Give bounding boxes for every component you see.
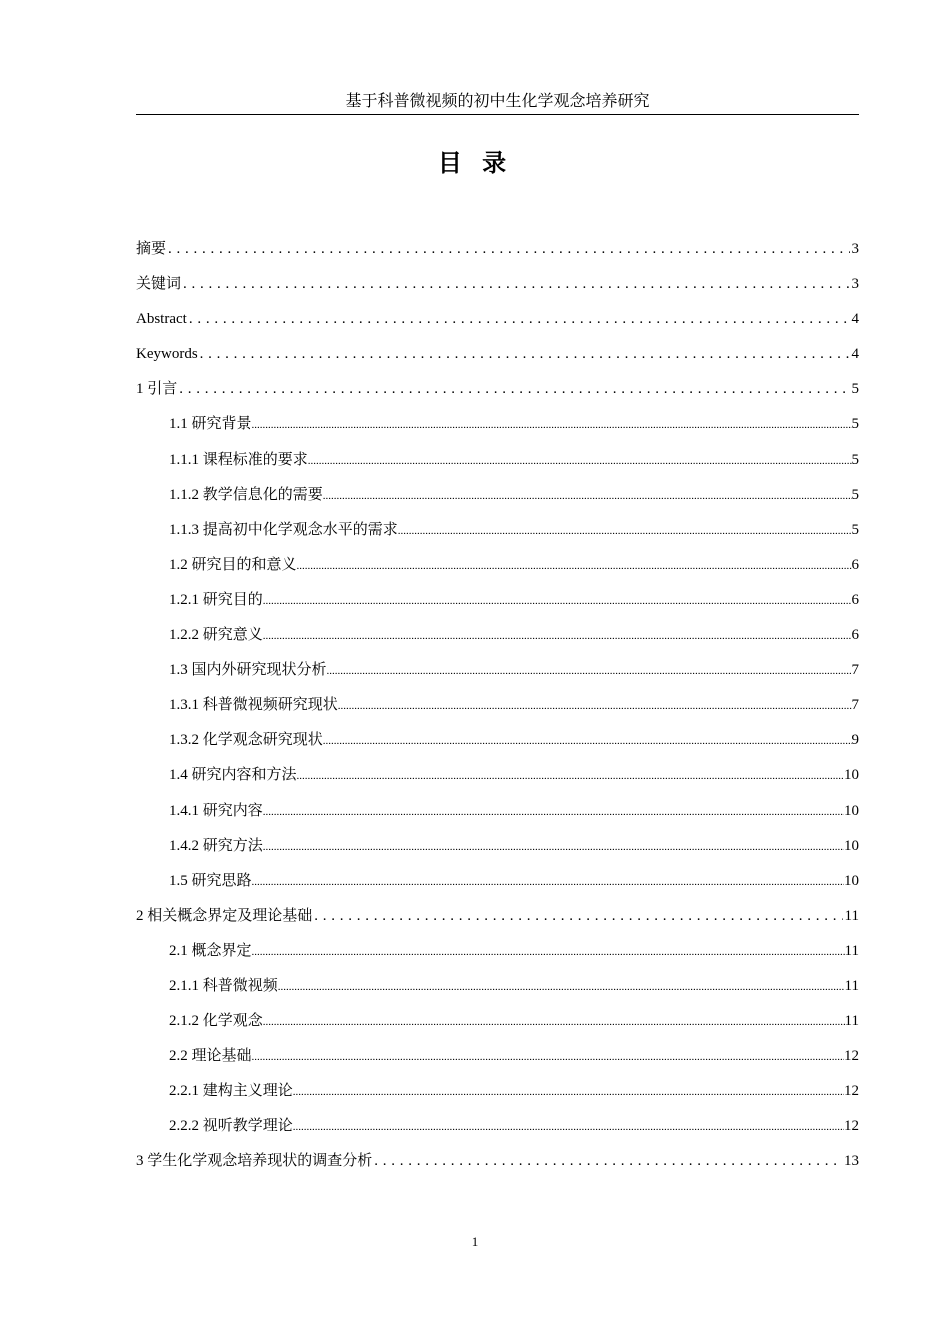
toc-entry-page: 10 — [844, 872, 859, 889]
toc-entry-title: 2.1.2 化学观念 — [169, 1013, 263, 1030]
toc-entry-page: 11 — [844, 977, 859, 994]
toc-entry-page: 5 — [851, 416, 859, 433]
toc-entry-title: 1.3.1 科普微视频研究现状 — [169, 697, 338, 714]
dot-leader — [398, 518, 852, 543]
dot-leader — [293, 1114, 844, 1139]
toc-entry-page: 5 — [851, 451, 859, 468]
toc-entry-page: 6 — [851, 627, 859, 644]
toc-entry-page: 3 — [851, 276, 859, 293]
toc-entry-page: 11 — [844, 907, 859, 924]
toc-entry-title: 2.2.2 视听教学理论 — [169, 1118, 293, 1135]
toc-entry[interactable] — [136, 1009, 859, 1044]
toc-entry[interactable] — [136, 904, 859, 939]
dot-leader — [338, 693, 852, 718]
toc-entry-page: 13 — [844, 1153, 859, 1170]
page-number: 1 — [471, 1234, 479, 1249]
toc-entry[interactable] — [136, 1114, 859, 1149]
toc-entry-title: 3 学生化学观念培养现状的调查分析 — [136, 1153, 373, 1170]
toc-entry[interactable] — [136, 939, 859, 974]
dot-leader — [252, 939, 845, 964]
toc-entry[interactable] — [136, 658, 859, 693]
page-title: 目 录 — [437, 149, 513, 177]
toc-entry[interactable] — [136, 1149, 859, 1184]
toc-entry-page: 9 — [851, 732, 859, 749]
toc-entry-title: 1.1 研究背景 — [169, 416, 252, 433]
toc-entry-title: 1.4 研究内容和方法 — [169, 767, 297, 784]
toc-entry[interactable] — [136, 799, 859, 834]
dot-leader — [252, 869, 844, 894]
toc-entry-page: 11 — [844, 942, 859, 959]
toc-entry-title: 2.2.1 建构主义理论 — [169, 1083, 293, 1100]
toc-entry[interactable] — [136, 1079, 859, 1114]
toc-entry-title: 1.5 研究思路 — [169, 872, 252, 889]
toc-entry-page: 4 — [851, 311, 859, 328]
dot-leader — [314, 904, 842, 928]
toc-entry[interactable] — [136, 483, 859, 518]
dot-leader — [297, 763, 844, 788]
dot-leader — [263, 799, 844, 824]
toc-entry[interactable] — [136, 974, 859, 1009]
dot-leader — [179, 377, 849, 401]
toc-entry[interactable] — [136, 412, 859, 447]
toc-entry-page: 5 — [851, 486, 859, 503]
dot-leader — [293, 1079, 844, 1104]
toc-entry-title: Abstract — [136, 311, 187, 328]
toc-entry-page: 12 — [844, 1118, 859, 1135]
toc-entry-title: 1.1.3 提高初中化学观念水平的需求 — [169, 521, 398, 538]
toc-entry-page: 12 — [844, 1083, 859, 1100]
toc-entry-title: 2 相关概念界定及理论基础 — [136, 907, 313, 924]
toc-entry-page: 3 — [851, 241, 859, 257]
dot-leader — [374, 1149, 842, 1173]
running-header: 基于科普微视频的初中生化学观念培养研究 — [136, 92, 859, 115]
toc-entry-page: 5 — [851, 381, 859, 398]
dot-leader — [183, 272, 849, 296]
toc-entry[interactable] — [136, 307, 859, 342]
dot-leader — [252, 1044, 844, 1069]
toc-entry[interactable] — [136, 869, 859, 904]
toc-entry-title: 1 引言 — [136, 381, 178, 398]
toc-entry-title: 1.1.1 课程标准的要求 — [169, 451, 308, 468]
toc-entry-title: 1.4.2 研究方法 — [169, 837, 263, 854]
toc-entry-title: 1.4.1 研究内容 — [169, 802, 263, 819]
toc-entry[interactable] — [136, 693, 859, 728]
toc-entry[interactable] — [136, 377, 859, 412]
toc-entry-title: 1.3 国内外研究现状分析 — [169, 662, 327, 679]
toc-entry-page: 10 — [844, 767, 859, 784]
toc-entry-title: 1.3.2 化学观念研究现状 — [169, 732, 323, 749]
toc-entry[interactable] — [136, 237, 859, 272]
toc-entry[interactable] — [136, 272, 859, 307]
dot-leader — [278, 974, 845, 999]
toc-entry-page: 10 — [844, 802, 859, 819]
toc-entry[interactable] — [136, 1044, 859, 1079]
toc-entry-title: 1.2 研究目的和意义 — [169, 556, 297, 573]
toc-entry[interactable] — [136, 623, 859, 658]
dot-leader — [297, 553, 852, 578]
toc-entry[interactable] — [136, 553, 859, 588]
toc-entry[interactable] — [136, 518, 859, 553]
toc-entry-page: 10 — [844, 837, 859, 854]
toc-entry-page: 4 — [851, 346, 859, 363]
toc-entry[interactable] — [136, 342, 859, 377]
toc-entry[interactable] — [136, 588, 859, 623]
toc-entry-page: 6 — [851, 556, 859, 573]
dot-leader — [252, 412, 852, 437]
toc-entry-title: 关键词 — [136, 276, 182, 293]
dot-leader — [189, 307, 850, 331]
toc-entry-page: 11 — [844, 1013, 859, 1030]
dot-leader — [263, 1009, 845, 1034]
toc-entry-title: 1.2.2 研究意义 — [169, 627, 263, 644]
toc-entry-title: 2.1.1 科普微视频 — [169, 977, 278, 994]
dot-leader — [327, 658, 852, 683]
dot-leader — [323, 483, 852, 508]
dot-leader — [308, 448, 852, 473]
dot-leader — [168, 237, 849, 261]
toc-entry[interactable] — [136, 728, 859, 763]
toc-entry-page: 7 — [851, 697, 859, 714]
toc-entry-page: 6 — [851, 591, 859, 608]
dot-leader — [323, 728, 852, 753]
toc-entry[interactable] — [136, 448, 859, 483]
toc-entry-title: 1.1.2 教学信息化的需要 — [169, 486, 323, 503]
dot-leader — [263, 834, 844, 859]
toc-entry-title: Keywords — [136, 346, 198, 363]
dot-leader — [263, 588, 852, 613]
toc-entry-page: 12 — [844, 1048, 859, 1065]
toc-entry-page: 7 — [851, 662, 859, 679]
toc-entry[interactable] — [136, 763, 859, 798]
toc-entry-title: 1.2.1 研究目的 — [169, 591, 263, 608]
dot-leader — [200, 342, 850, 366]
toc-entry-title: 摘要 — [136, 241, 167, 257]
toc-entry-page: 5 — [851, 521, 859, 538]
toc-entry-title: 2.2 理论基础 — [169, 1048, 252, 1065]
table-of-contents — [136, 237, 859, 1185]
toc-entry-title: 2.1 概念界定 — [169, 942, 252, 959]
toc-entry[interactable] — [136, 834, 859, 869]
dot-leader — [263, 623, 852, 648]
